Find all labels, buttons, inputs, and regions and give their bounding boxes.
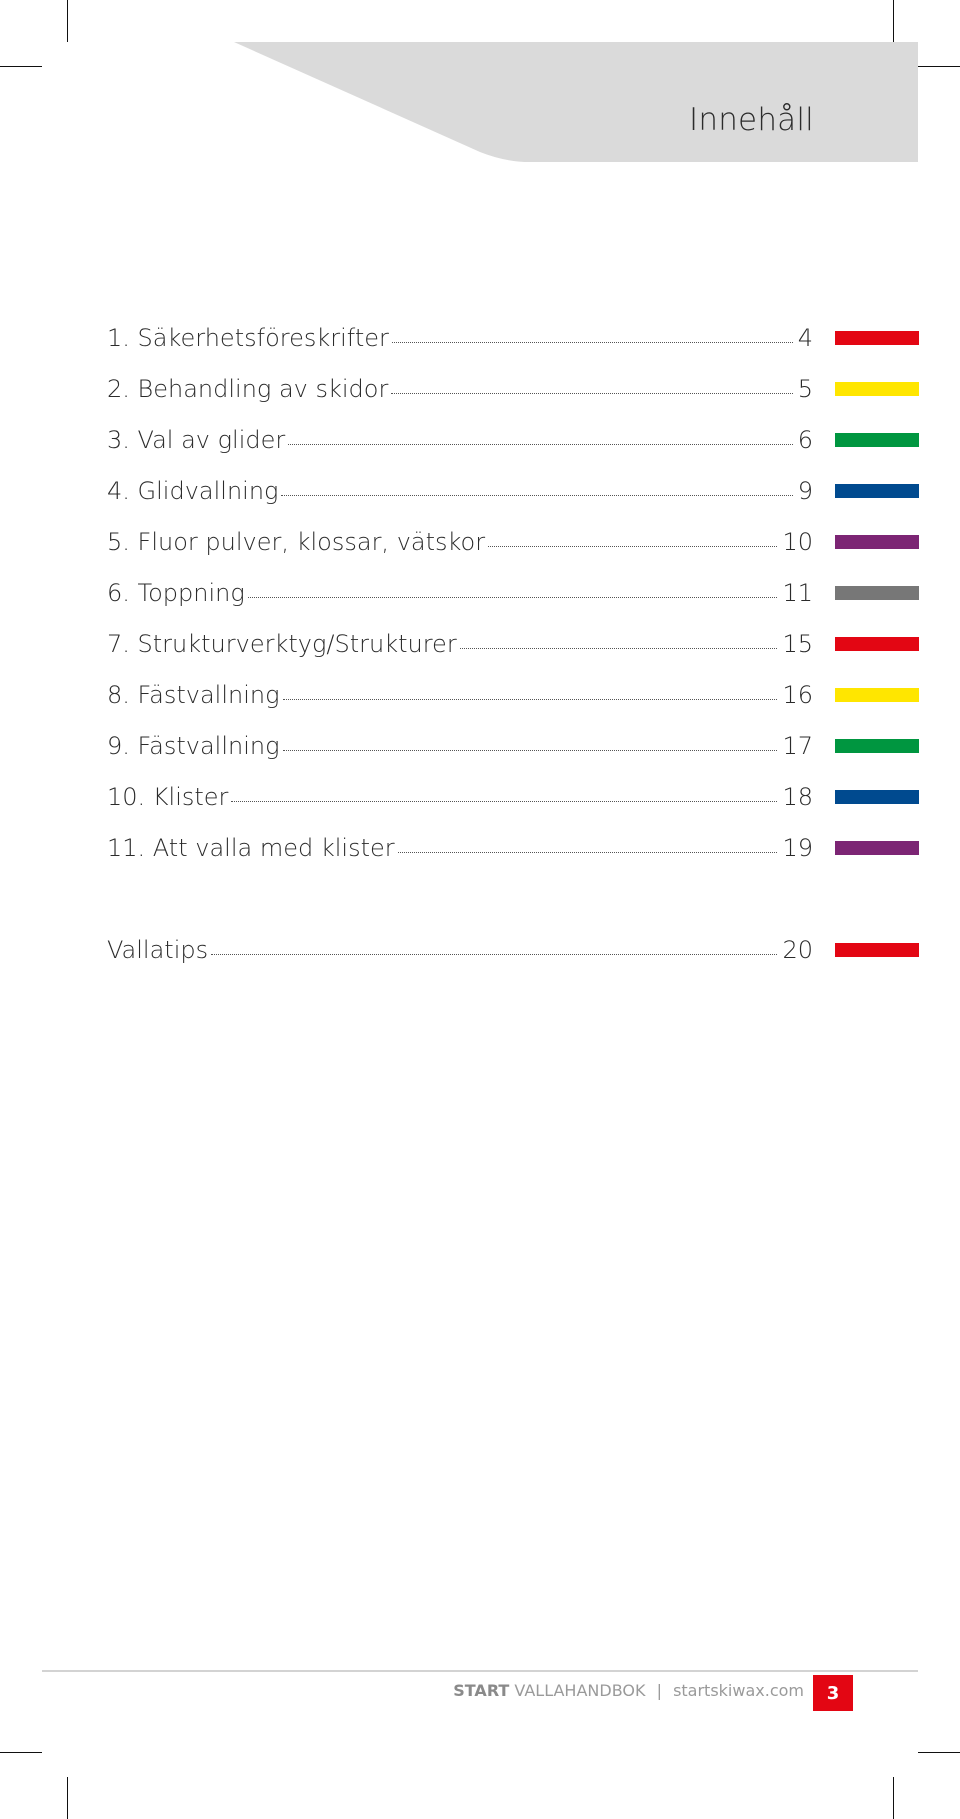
toc-item-title: 5. Fluor pulver, klossar, vätskor [107,527,486,556]
toc-leader-dots [248,597,778,598]
toc-item-vallatips[interactable] [107,924,919,975]
toc-item[interactable] [107,516,919,567]
toc-color-tab [835,943,919,957]
toc-item[interactable] [107,414,919,465]
toc-item[interactable] [107,720,919,771]
toc-item-title: 7. Strukturverktyg/Strukturer [107,629,457,658]
toc-item-title: Vallatips [107,935,209,964]
toc-item-page: 15 [782,629,813,658]
toc-color-tab [835,331,919,345]
toc-item[interactable] [107,312,919,363]
footer-separator: | [656,1681,662,1700]
toc-leader-dots [211,954,777,955]
toc-color-tab [835,688,919,702]
toc-item-title: 10. Klister [107,782,229,811]
toc-item-title: 4. Glidvallning [107,476,279,505]
toc-item-page: 10 [782,527,813,556]
toc-item[interactable] [107,669,919,720]
toc-color-tab [835,484,919,498]
toc-color-tab [835,382,919,396]
toc-color-tab [835,841,919,855]
page-title: Innehåll [689,102,814,138]
toc-item-page: 11 [782,578,813,607]
toc-item[interactable] [107,618,919,669]
toc-item[interactable] [107,465,919,516]
toc-item-page: 17 [782,731,813,760]
toc-item-title: 9. Fästvallning [107,731,280,760]
toc-item-page: 6 [797,425,813,454]
toc-color-tab [835,535,919,549]
header-banner [0,0,960,170]
toc-spacer [107,873,919,924]
toc-leader-dots [231,801,777,802]
toc-leader-dots [398,852,778,853]
toc-color-tab [835,739,919,753]
page-number: 3 [813,1675,853,1711]
toc-item-title: 3. Val av glider [107,425,286,454]
toc-item-page: 9 [797,476,813,505]
toc-item[interactable] [107,363,919,414]
footer-text [453,1681,804,1700]
toc-item-title: 1. Säkerhetsföreskrifter [107,323,389,352]
crop-mark [918,1752,960,1753]
toc-color-tab [835,586,919,600]
toc-leader-dots [288,444,792,445]
toc-leader-dots [281,495,792,496]
footer-title: VALLAHANDBOK [514,1681,646,1700]
toc-item-page: 5 [797,374,813,403]
toc-item-title: 11. Att valla med klister [107,833,395,862]
crop-mark [67,1777,68,1819]
toc-item-page: 18 [782,782,813,811]
crop-mark [893,1777,894,1819]
toc-color-tab [835,433,919,447]
toc-item-title: 2. Behandling av skidor [107,374,389,403]
toc-item-title: 6. Toppning [107,578,245,607]
toc-item-page: 20 [782,935,813,964]
toc-item-page: 4 [797,323,813,352]
toc-leader-dots [392,342,793,343]
toc-item-page: 19 [782,833,813,862]
footer-brand: START [453,1681,510,1700]
toc-item[interactable] [107,771,919,822]
toc-leader-dots [391,393,792,394]
toc-item[interactable] [107,567,919,618]
toc-item[interactable] [107,822,919,873]
toc-leader-dots [488,546,777,547]
toc-item-page: 16 [782,680,813,709]
toc-leader-dots [460,648,778,649]
toc-color-tab [835,790,919,804]
crop-mark [0,1752,42,1753]
table-of-contents [107,312,919,975]
toc-color-tab [835,637,919,651]
toc-leader-dots [283,699,778,700]
toc-leader-dots [283,750,778,751]
footer-website-link[interactable]: startskiwax.com [673,1681,804,1700]
toc-item-title: 8. Fästvallning [107,680,280,709]
footer-divider [42,1670,918,1672]
